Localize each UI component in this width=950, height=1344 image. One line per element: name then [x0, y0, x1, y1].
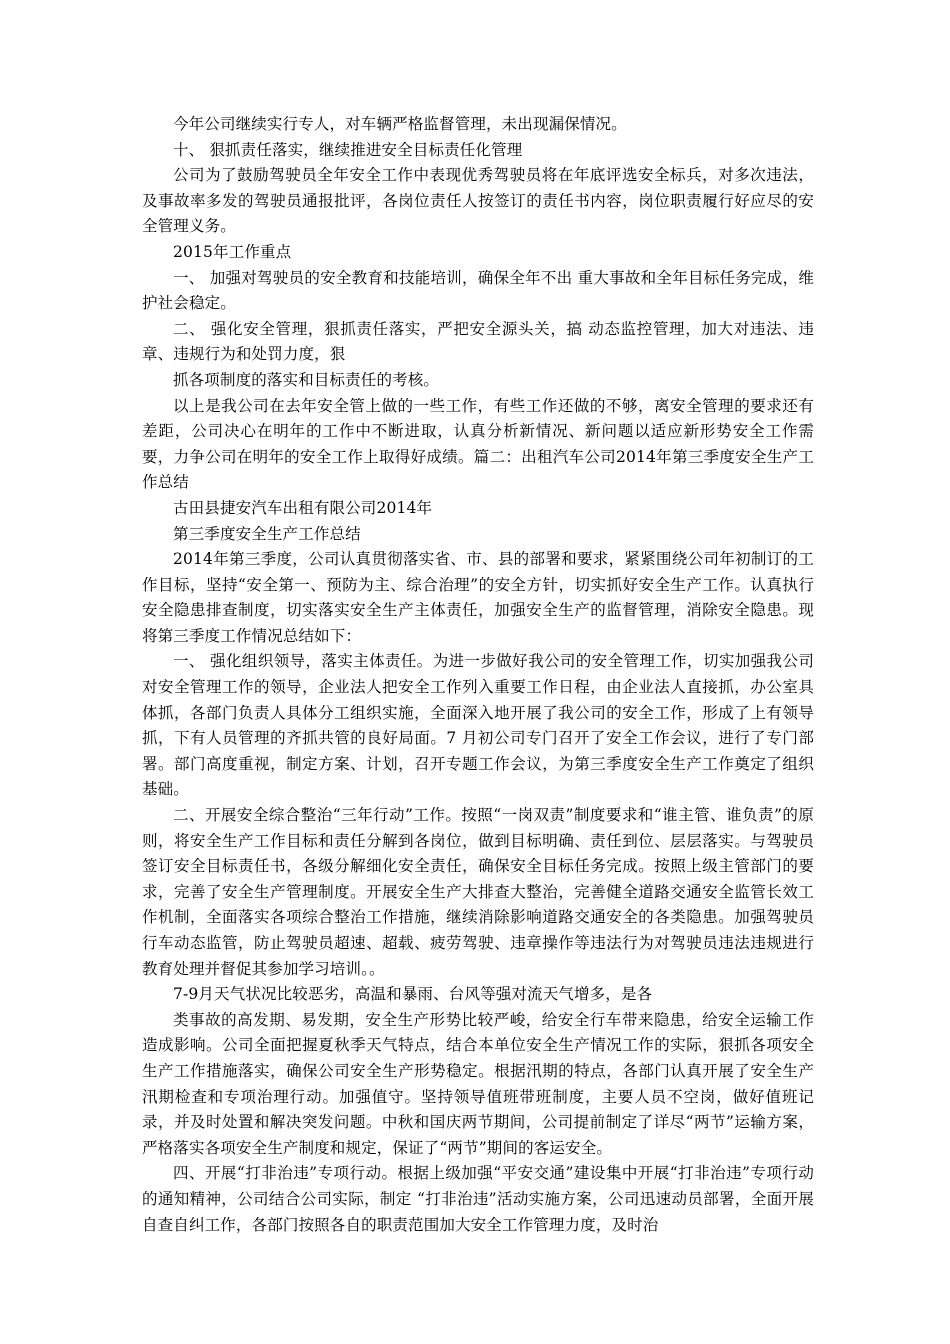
priority-item-two: 二、 强化安全管理，狠抓责任落实，严把安全源头关，搞 动态监控管理，加大对违法、违章、违规行为和处罚力度，狠	[142, 319, 814, 364]
paragraph-weather-intro: 7-9月天气状况比较恶劣，高温和暴雨、台风等强对流天气增多，是各	[173, 985, 653, 1004]
paragraph-section-four: 四、开展“打非治违”专项行动。根据上级加强“平安交通”建设集中开展“打非治违”专项行动的通知精神，公司结合公司实际，制定 “打非治违”活动实施方案，公司迅速动员部署，全面开展自查自纠工作，各部门按照各自的职责范围加大安全工作管理力度，及时治	[142, 1164, 814, 1234]
priority-item-two-continued: 抓各项制度的落实和目标责任的考核。	[173, 370, 440, 389]
paragraph-section-one: 一、 强化组织领导，落实主体责任。为进一步做好我公司的安全管理工作，切实加强我公司对安全管理工作的领导，企业法人把安全工作列入重要工作日程，由企业法人直接抓，办公室具体抓，各部门负责人具体分工组织实施，全面深入地开展了我公司的安全工作，形成了上有领导抓，下有人员管理的齐抓共管的良好局面。7 月初公司专门召开了安全工作会议，进行了专门部署。部门高度重视，制定方案、计划，召开专题工作会议，为第三季度安全生产工作奠定了组织基础。	[142, 652, 814, 799]
report-title-heading: 第三季度安全生产工作总结	[173, 524, 361, 543]
section-heading-ten: 十、 狠抓责任落实，继续推进安全目标责任化管理	[173, 140, 523, 159]
paragraph-section-two: 二、开展安全综合整治“三年行动”工作。按照“一岗双责”制度要求和“谁主管、谁负责”的原则，将安全生产工作目标和责任分解到各岗位，做到目标明确、责任到位、层层落实。与驾驶员签订安全目标责任书，各级分解细化安全责任，确保安全目标任务完成。按照上级主管部门的要求，完善了安全生产管理制度。开展安全生产大排查大整治，完善健全道路交通安全监管长效工作机制，全面落实各项综合整治工作措施，继续消除影响道路交通安全的各类隐患。加强驾驶员行车动态监管，防止驾驶员超速、超载、疲劳驾驶、违章操作等违法行为对驾驶员违法违规进行教育处理并督促其参加学习培训。。	[142, 806, 814, 978]
paragraph-safety-awards: 公司为了鼓励驾驶员全年安全工作中表现优秀驾驶员将在年底评选安全标兵，对多次违法，及事故率多发的驾驶员通报批评，各岗位责任人按签订的责任书内容，岗位职责履行好应尽的安全管理义务。	[142, 166, 814, 236]
document-page	[142, 112, 814, 1238]
paragraph-summary-conclusion: 以上是我公司在去年安全管上做的一些工作，有些工作还做的不够，离安全管理的要求还有差距，公司决心在明年的工作中不断进取，认真分析新情况、新问题以适应新形势安全工作需要，力争公司在明年的安全工作上取得好成绩。篇二：出租汽车公司2014年第三季度安全生产工作总结	[142, 396, 814, 492]
company-name-heading: 古田县捷安汽车出租有限公司2014年	[173, 498, 433, 517]
priority-item-one: 一、 加强对驾驶员的安全教育和技能培训，确保全年不出 重大事故和全年目标任务完成，维护社会稳定。	[142, 268, 814, 313]
paragraph-weather-details: 类事故的高发期、易发期，安全生产形势比较严峻，给安全行车带来隐患，给安全运输工作造成影响。公司全面把握夏秋季天气特点，结合本单位安全生产情况工作的实际，狠抓各项安全生产工作措施落实，确保公司安全生产形势稳定。根据汛期的特点，各部门认真开展了安全生产汛期检查和专项治理行动。加强值守。坚持领导值班带班制度，主要人员不空岗，做好值班记录，并及时处置和解决突发问题。中秋和国庆两节期间，公司提前制定了详尽“两节”运输方案，严格落实各项安全生产制度和规定，保证了“两节”期间的客运安全。	[142, 1010, 814, 1157]
paragraph-q3-introduction: 2014年第三季度，公司认真贯彻落实省、市、县的部署和要求，紧紧围绕公司年初制订的工作目标，坚持“安全第一、预防为主、综合治理”的安全方针，切实抓好安全生产工作。认真执行安全隐患排查制度，切实落实安全生产主体责任，加强安全生产的监督管理，消除安全隐患。现将第三季度工作情况总结如下：	[142, 550, 814, 645]
heading-2015-priorities: 2015年工作重点	[173, 242, 292, 261]
paragraph-leasing-supervision: 今年公司继续实行专人，对车辆严格监督管理，未出现漏保情况。	[173, 115, 627, 133]
